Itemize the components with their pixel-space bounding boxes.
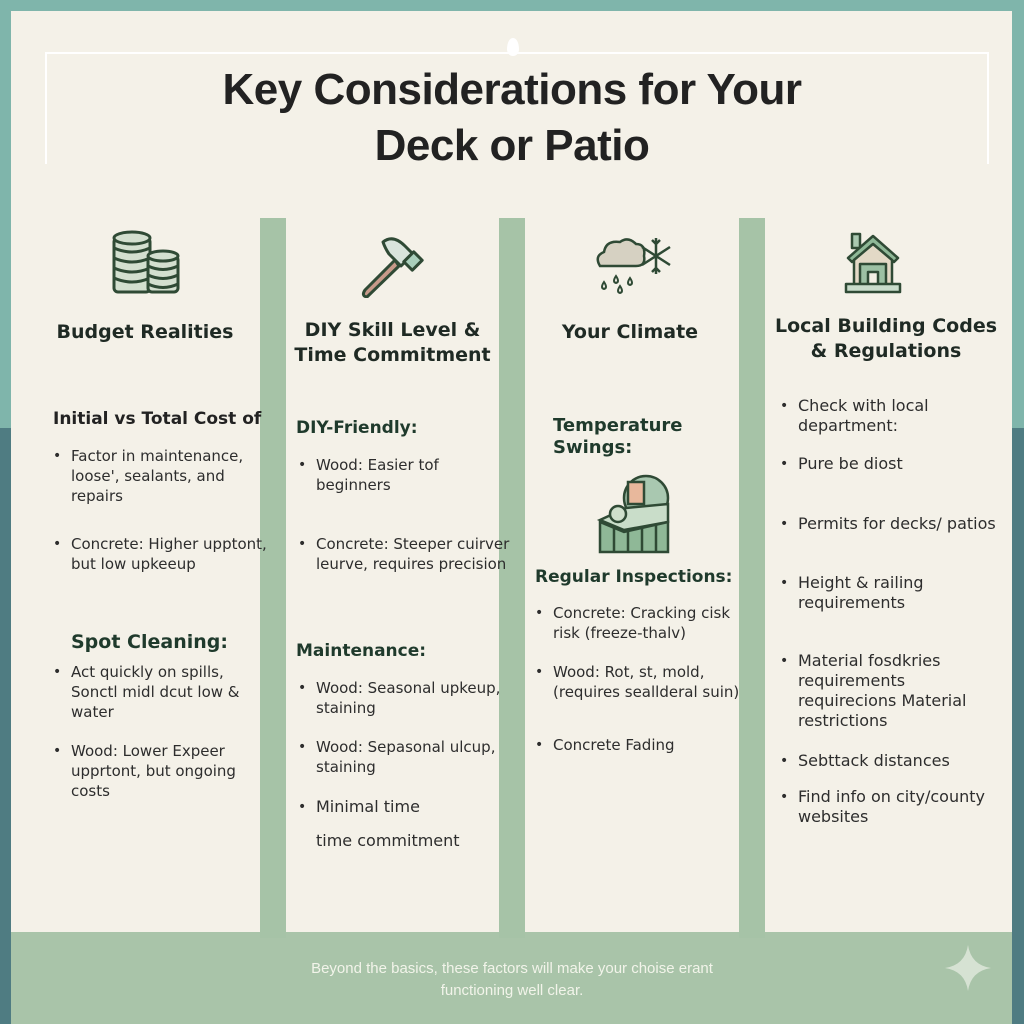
list-item: • Wood: Easier tof beginners	[298, 455, 511, 495]
list-item: • Concrete Fading	[535, 735, 748, 755]
section-heading: Initial vs Total Cost of	[53, 409, 262, 429]
list-item: • Material fosdkries requirements requirecions Material restrictions	[780, 651, 1008, 731]
list-item: • Pure be diost	[780, 454, 1008, 474]
page-title	[0, 62, 1024, 174]
list-item: • Wood: Rot, st, mold, (requires seallderal suin)	[535, 662, 748, 702]
title-line-2: Deck or Patio	[374, 121, 650, 170]
house-icon	[838, 228, 908, 300]
droplet-icon	[507, 38, 519, 56]
sparkle-icon	[943, 943, 993, 997]
list-item: • Height & railing requirements	[780, 573, 1008, 613]
list-item: • Factor in maintenance, loose', sealants, and repairs	[53, 446, 271, 506]
list-item: • Minimal time	[298, 797, 511, 817]
column-title: Budget Realities	[56, 321, 234, 343]
section-heading: Regular Inspections:	[535, 567, 733, 587]
footer-line-1: Beyond the basics, these factors will make your choise erant	[311, 960, 713, 977]
column-title: DIY Skill Level & Time Commitment	[294, 319, 491, 366]
list-item: • Wood: Sepasonal ulcup, staining	[298, 737, 516, 777]
footer-caption	[0, 958, 1024, 1002]
column-title: Your Climate	[561, 321, 699, 343]
cloud-rain-snowflake-icon	[592, 234, 672, 298]
section-heading: Maintenance:	[296, 641, 427, 661]
list-item: • Wood: Lower Expeer upprtont, but ongoing costs	[53, 741, 271, 801]
section-heading: DIY-Friendly:	[296, 418, 418, 438]
column-divider-pillar	[739, 218, 765, 938]
column-divider-pillar	[260, 218, 286, 938]
list-item: • Wood: Seasonal upkeup, staining	[298, 678, 511, 718]
hammer-icon	[355, 232, 425, 302]
list-item: • Concrete: Cracking cisk risk (freeze-thalv)	[535, 603, 748, 643]
list-item: • Find info on city/county websites	[780, 787, 1008, 827]
deck-weathering-illustration-icon	[596, 470, 672, 562]
column-title: Local Building Codes & Regulations	[774, 315, 998, 362]
list-item: • Concrete: Steeper cuirver leurve, requires precision	[298, 534, 511, 574]
title-line-1: Key Considerations for Your	[222, 65, 802, 114]
section-heading: Spot Cleaning:	[71, 631, 228, 653]
list-item: • Permits for decks/ patios	[780, 514, 1008, 534]
list-item: • Sebttack distances	[780, 751, 1008, 771]
coins-stack-icon	[110, 228, 182, 300]
list-item: time commitment	[316, 831, 460, 850]
section-heading: Temperature Swings:	[553, 415, 683, 458]
list-item: • Act quickly on spills, Sonctl midl dcut low & water	[53, 662, 271, 722]
column-divider-pillar	[499, 218, 525, 938]
list-item: • Concrete: Higher upptont, but low upkeeup	[53, 534, 271, 574]
footer-line-2: functioning well clear.	[440, 982, 584, 999]
list-item: • Check with local department:	[780, 396, 1008, 436]
